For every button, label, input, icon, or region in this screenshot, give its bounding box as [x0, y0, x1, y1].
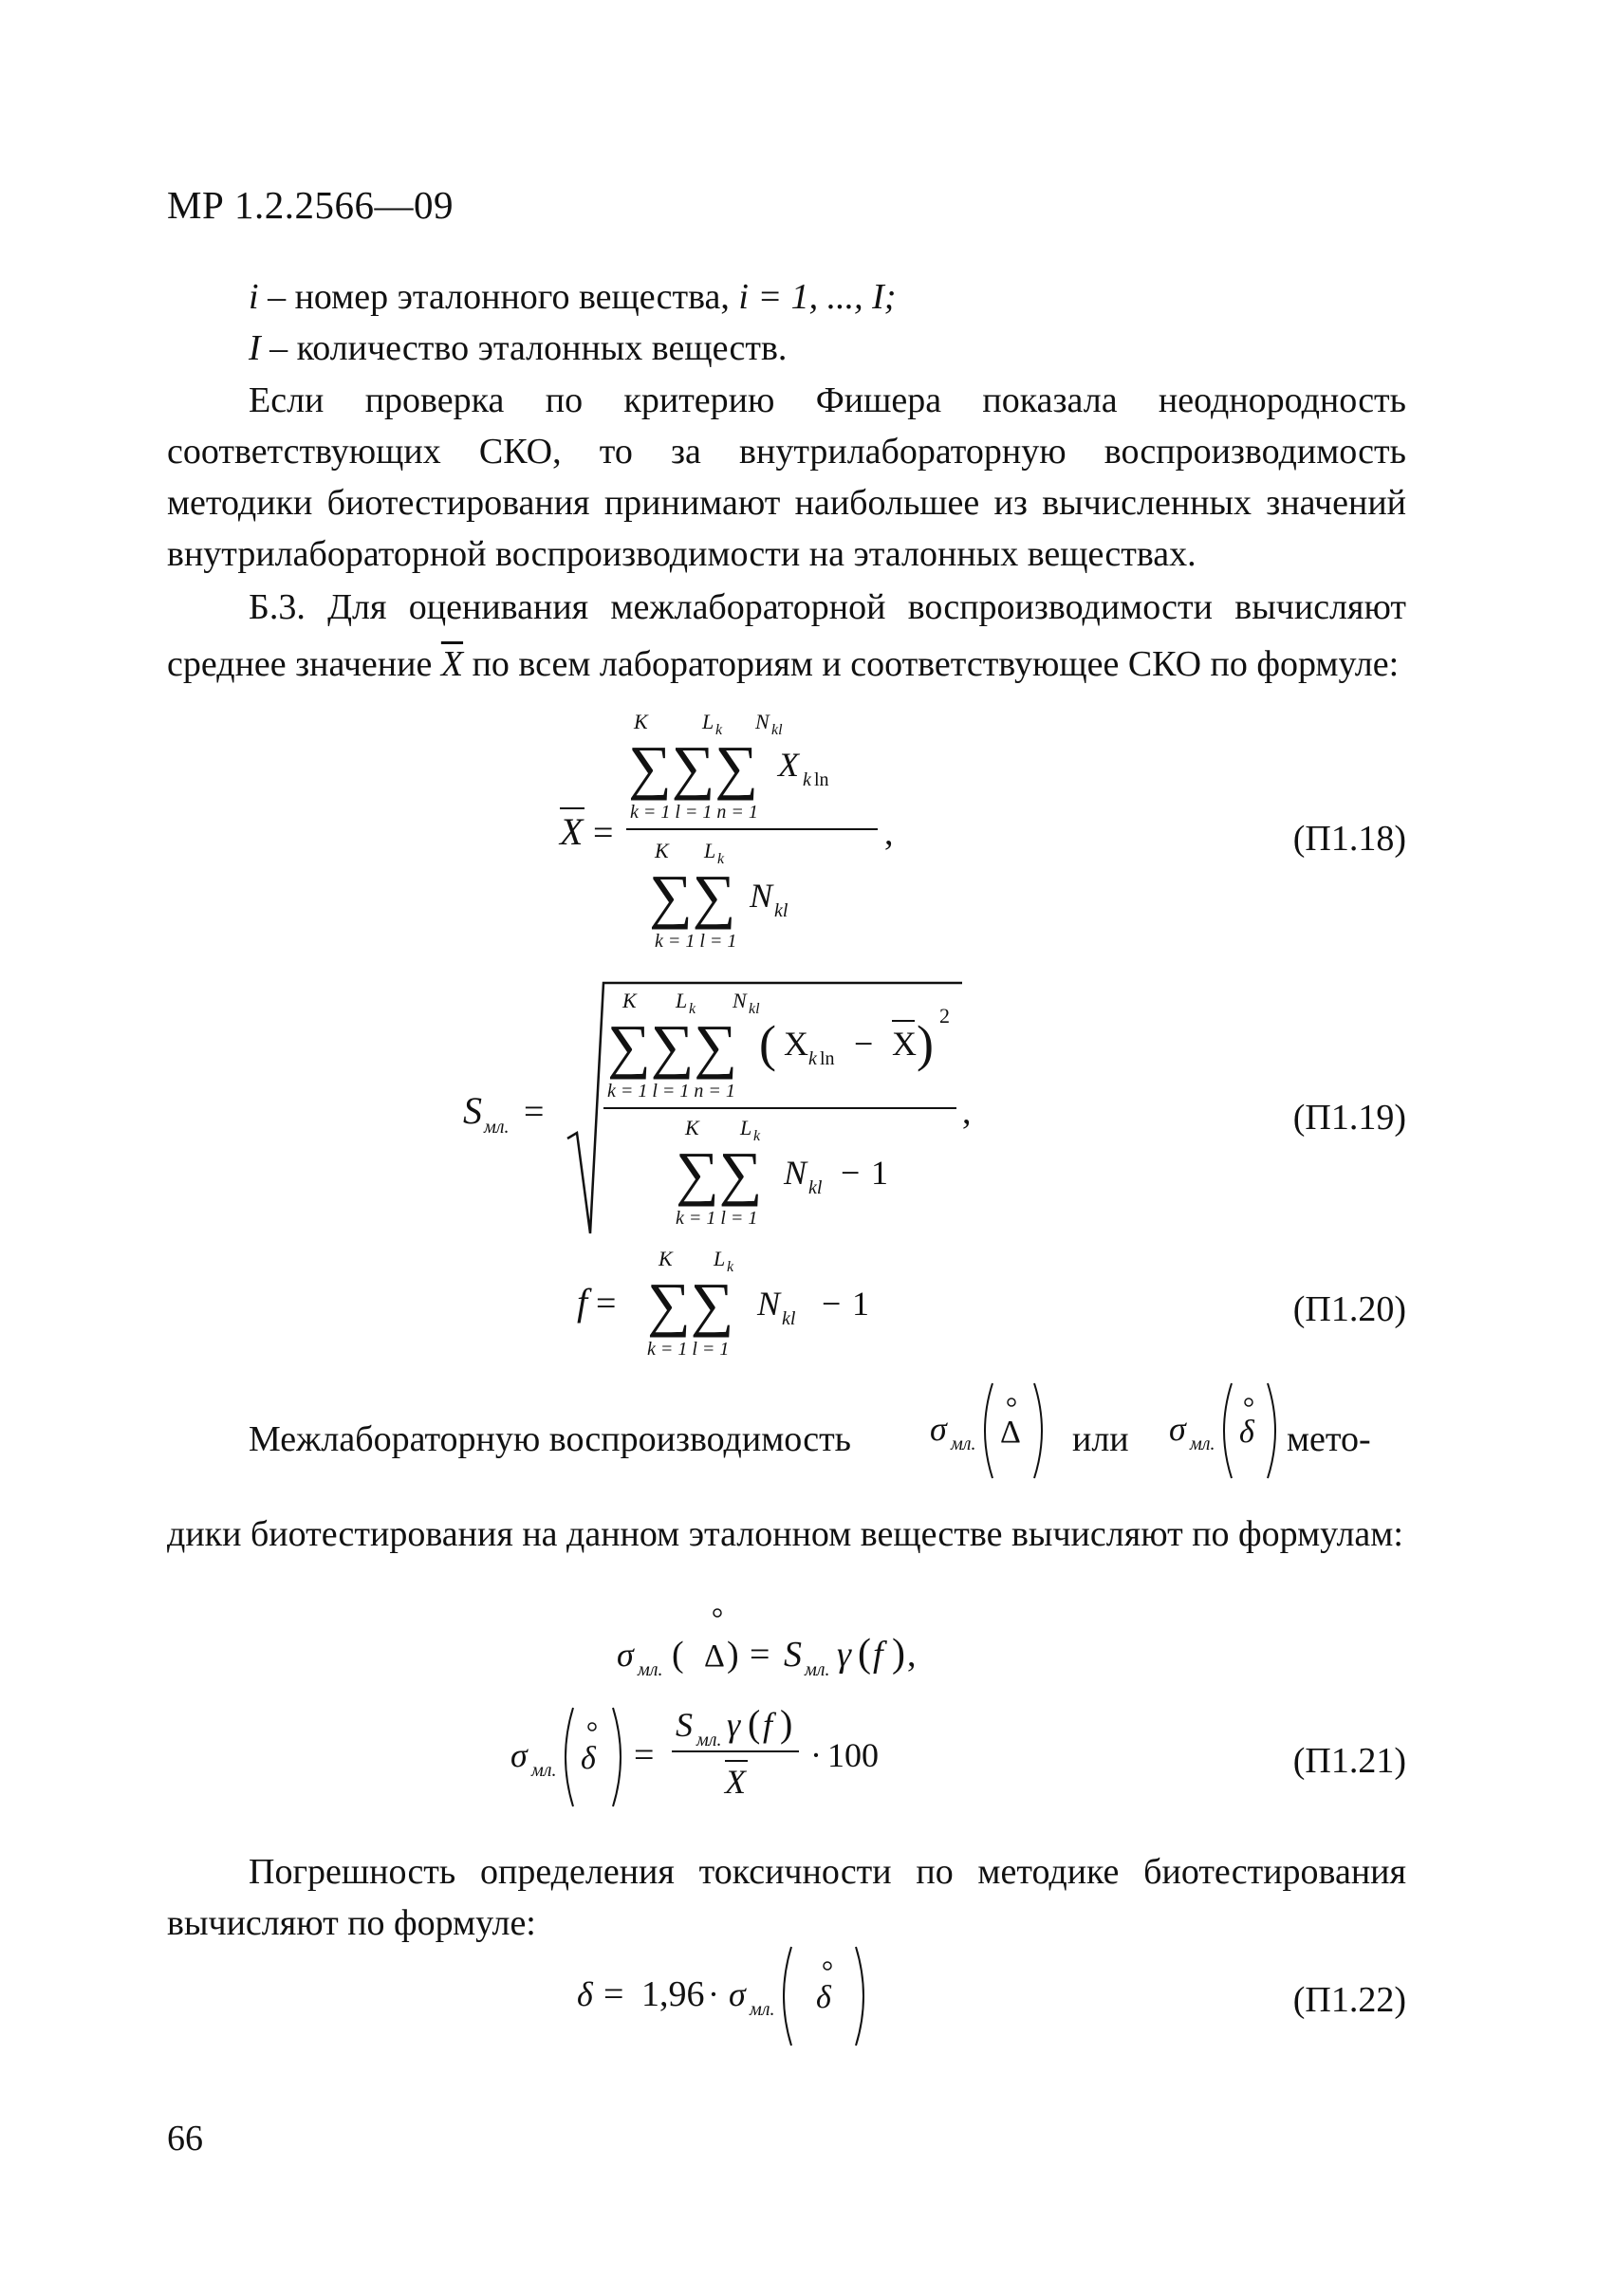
svg-text:L: L: [676, 989, 688, 1012]
svg-text:kl: kl: [749, 1001, 760, 1017]
svg-text:∑∑∑: ∑∑∑: [607, 1012, 737, 1080]
paragraph-toxicity: Погрешность определения токсичности по методике биотестирования вычисляют по формуле:: [167, 1852, 1406, 1943]
equation-label-p1-21: (П1.21): [1292, 1741, 1406, 1781]
svg-text:K: K: [659, 1247, 673, 1270]
x-bar-lhs: X: [560, 810, 584, 853]
svg-text:k = 1 l = 1 n = 1: k = 1 l = 1 n = 1: [630, 802, 758, 823]
svg-text:−: −: [854, 1025, 874, 1063]
paragraph-interlab-cont: дики биотестирования на данном эталонном веществе вычисляют по формулам:: [167, 1514, 1403, 1554]
svg-text:1: 1: [852, 1285, 869, 1323]
equation-label-p1-18: (П1.18): [1292, 819, 1406, 859]
svg-text:K: K: [634, 710, 648, 733]
svg-text:мл.: мл.: [531, 1760, 557, 1781]
svg-text:): ): [917, 1015, 934, 1072]
definition-text: – номер эталонного вещества,: [258, 277, 739, 317]
svg-text:мл.: мл.: [638, 1659, 663, 1680]
svg-text:K: K: [655, 839, 669, 862]
svg-text:N: N: [750, 877, 773, 915]
svg-text:X: X: [784, 1025, 808, 1063]
svg-text:k = 1 l = 1: k = 1 l = 1: [676, 1208, 758, 1229]
svg-text:L: L: [702, 710, 714, 733]
svg-text:S: S: [784, 1635, 802, 1675]
svg-text:−: −: [822, 1285, 842, 1323]
svg-text:K: K: [685, 1116, 699, 1139]
svg-text:=: =: [750, 1635, 770, 1675]
svg-text:k = 1 l = 1 n = 1: k = 1 l = 1 n = 1: [607, 1081, 735, 1102]
definition-symbol: i: [249, 277, 259, 317]
svg-text:X: X: [892, 1025, 917, 1063]
svg-text:N: N: [755, 710, 770, 733]
formula-p1-22: [577, 1947, 863, 2046]
svg-text:k: k: [715, 722, 723, 738]
svg-text:f: f: [873, 1635, 883, 1675]
svg-text:k: k: [727, 1259, 734, 1275]
constant-hundred: 100: [827, 1736, 879, 1774]
svg-text:γ: γ: [727, 1706, 741, 1744]
svg-text:f: f: [763, 1706, 773, 1744]
definition-symbol: I: [249, 328, 261, 368]
paragraph-fisher: Если проверка по критерию Фишера показала неоднородность соответствующих СКО, то за внутрилабораторную воспроизводимость методики биотестирования принимают наибольшее из вычисленных значений внутрилабораторной воспроизводимости на эталонных веществах.: [167, 380, 1406, 574]
svg-text:=: =: [593, 813, 614, 853]
svg-text:∑∑: ∑∑: [647, 1270, 734, 1338]
svg-text:K: K: [622, 989, 637, 1012]
definition-range: i = 1, ..., I;: [738, 277, 897, 317]
paragraph-b3-start: Б.3. Для оценивания межлабораторной воспроизводимости вычисляют среднее значение: [167, 587, 1406, 684]
svg-text:∑∑: ∑∑: [649, 862, 736, 930]
svg-text:δ: δ: [577, 1975, 593, 2013]
svg-text:σ: σ: [1169, 1410, 1186, 1448]
svg-text:X: X: [725, 1763, 746, 1801]
svg-text:S: S: [676, 1706, 693, 1744]
svg-text:мл.: мл.: [1190, 1434, 1215, 1454]
paragraph-interlab-end: мето-: [1287, 1419, 1371, 1459]
svg-text:k = 1 l = 1: k = 1 l = 1: [655, 931, 737, 952]
svg-text:f: f: [577, 1281, 588, 1324]
svg-text:ln: ln: [814, 769, 829, 790]
document-code: МР 1.2.2566—09: [167, 183, 455, 227]
svg-text:γ: γ: [837, 1635, 851, 1675]
svg-text:σ: σ: [510, 1736, 528, 1774]
svg-text:σ: σ: [617, 1636, 634, 1674]
svg-text:Δ: Δ: [704, 1639, 725, 1674]
svg-text:L: L: [740, 1116, 752, 1139]
svg-text:,: ,: [907, 1635, 917, 1675]
inline-sigma-delta-rel: [1169, 1383, 1275, 1478]
svg-text:S: S: [463, 1089, 482, 1132]
svg-text:L: L: [714, 1247, 726, 1270]
svg-text:(: (: [672, 1635, 684, 1675]
svg-text:σ: σ: [729, 1975, 746, 2013]
svg-text:=: =: [634, 1735, 655, 1775]
svg-text:(: (: [759, 1015, 776, 1072]
svg-text:δ: δ: [816, 1980, 831, 2015]
inline-sigma-delta-abs: [930, 1383, 1042, 1478]
svg-text:kl: kl: [808, 1177, 823, 1198]
svg-text:N: N: [784, 1154, 807, 1192]
svg-text:(: (: [748, 1702, 761, 1745]
constant-coef: 1,96: [641, 1974, 705, 2014]
definition-text: – количество эталонных веществ.: [260, 328, 788, 368]
svg-text:X: X: [778, 746, 799, 784]
svg-text:2: 2: [939, 1004, 950, 1028]
svg-text:ln: ln: [820, 1048, 835, 1069]
formula-p1-21: [510, 1609, 917, 1806]
svg-text:): ): [780, 1702, 793, 1745]
svg-text:мл.: мл.: [484, 1117, 510, 1138]
svg-text:∑∑: ∑∑: [676, 1139, 763, 1207]
svg-text:kl: kl: [771, 722, 783, 738]
svg-text:k: k: [717, 851, 725, 867]
svg-text:N: N: [757, 1285, 781, 1323]
paragraph-interlab-or: или: [1072, 1419, 1129, 1459]
equation-label-p1-22: (П1.22): [1292, 1980, 1406, 2020]
equation-label-p1-20: (П1.20): [1292, 1289, 1406, 1329]
constant-one: 1: [871, 1154, 888, 1192]
svg-text:−: −: [841, 1154, 861, 1192]
svg-text:,: ,: [884, 813, 894, 853]
svg-text:k: k: [803, 769, 811, 790]
formula-p1-18: [558, 710, 894, 952]
svg-text:·: ·: [708, 1975, 719, 2013]
svg-text:δ: δ: [581, 1741, 596, 1776]
formula-p1-19: [463, 983, 972, 1233]
svg-text:δ: δ: [1239, 1415, 1254, 1450]
svg-text:∑∑∑: ∑∑∑: [628, 733, 758, 801]
svg-text:): ): [727, 1635, 739, 1675]
svg-text:=: =: [596, 1284, 617, 1324]
svg-text:σ: σ: [930, 1410, 947, 1448]
paragraph-b3-end: по всем лабораториям и соответствующее СКО по формуле:: [463, 644, 1400, 684]
svg-text:k: k: [689, 1001, 696, 1017]
svg-text:мл.: мл.: [750, 1999, 775, 2020]
svg-text:мл.: мл.: [696, 1730, 722, 1750]
svg-text:=: =: [524, 1092, 545, 1132]
paragraph-interlab-start: Межлабораторную воспроизводимость: [249, 1419, 852, 1459]
svg-text:L: L: [704, 839, 716, 862]
svg-text:·: ·: [810, 1736, 822, 1774]
equation-label-p1-19: (П1.19): [1292, 1098, 1406, 1138]
svg-text:=: =: [603, 1974, 624, 2014]
svg-text:kl: kl: [774, 900, 788, 921]
svg-text:N: N: [733, 989, 747, 1012]
mean-symbol: $\overline{X}$: [440, 644, 464, 684]
svg-text:Δ: Δ: [1000, 1415, 1021, 1450]
svg-text:k = 1 l = 1: k = 1 l = 1: [647, 1339, 730, 1360]
svg-text:мл.: мл.: [951, 1434, 976, 1454]
page-number: 66: [167, 2119, 203, 2158]
svg-text:kl: kl: [782, 1308, 796, 1329]
svg-text:k: k: [808, 1048, 817, 1069]
svg-text:,: ,: [962, 1092, 972, 1132]
svg-text:(: (: [858, 1632, 871, 1676]
svg-text:мл.: мл.: [805, 1659, 830, 1680]
svg-text:): ): [892, 1632, 905, 1676]
formula-p1-20: [577, 1247, 869, 1360]
svg-text:k: k: [753, 1128, 761, 1144]
